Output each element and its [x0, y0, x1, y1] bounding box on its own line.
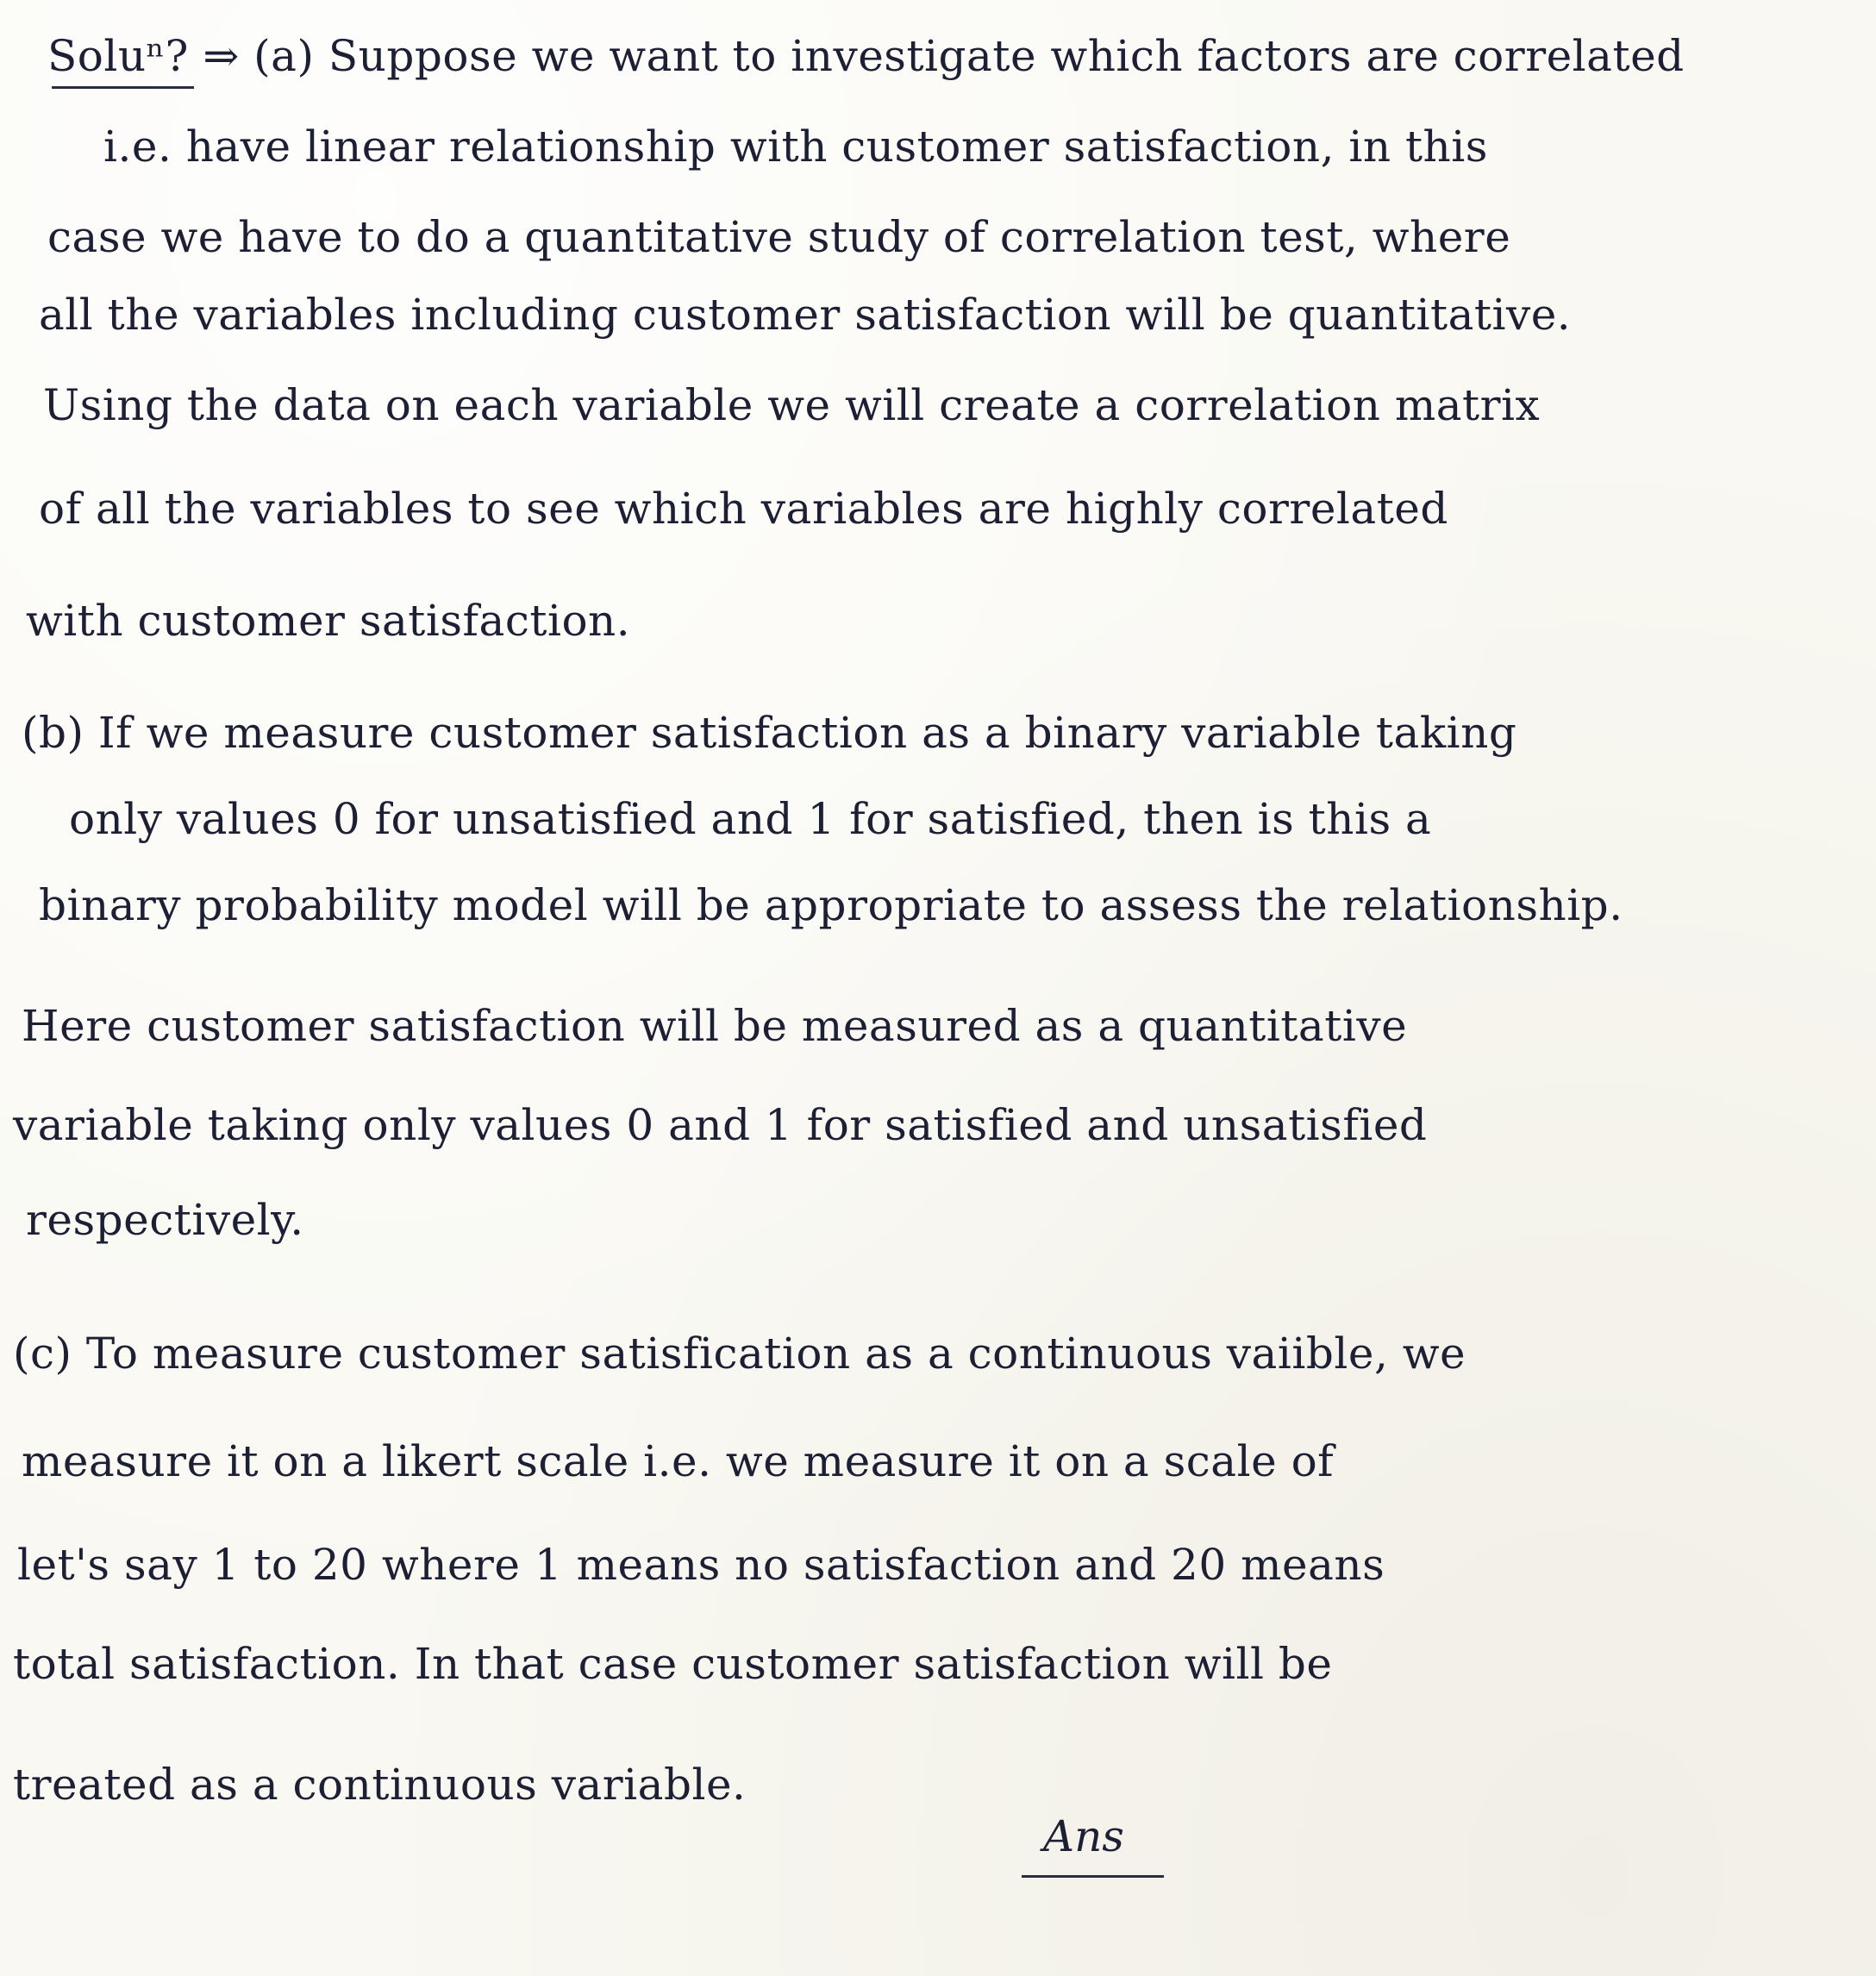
signature-underline	[1022, 1875, 1164, 1878]
text-line-5: Using the data on each variable we will create a correlation matrix	[43, 380, 1541, 430]
text-line-18: treated as a continuous variable.	[13, 1760, 747, 1810]
text-line-16: let's say 1 to 20 where 1 means no satisfaction and 20 means	[17, 1540, 1385, 1590]
text-line-12: variable taking only values 0 and 1 for satisfied and unsatisfied	[13, 1100, 1428, 1150]
text-line-2: i.e. have linear relationship with customer satisfaction, in this	[103, 122, 1488, 172]
text-line-1: Soluⁿ? ⇒ (a) Suppose we want to investigate which factors are correlated	[47, 31, 1685, 81]
text-line-3: case we have to do a quantitative study of correlation test, where	[47, 212, 1511, 262]
text-line-8: (b) If we measure customer satisfaction as a binary variable taking	[22, 708, 1517, 758]
text-line-13: respectively.	[26, 1195, 304, 1245]
heading-underline	[52, 86, 194, 89]
text-line-10: binary probability model will be appropriate to assess the relationship.	[39, 880, 1623, 930]
text-line-11: Here customer satisfaction will be measured as a quantitative	[22, 1001, 1408, 1051]
text-line-17: total satisfaction. In that case customer satisfaction will be	[13, 1639, 1333, 1689]
text-line-7: with customer satisfaction.	[26, 596, 631, 646]
answer-signature: Ans	[1043, 1811, 1124, 1861]
text-line-4: all the variables including customer satisfaction will be quantitative.	[39, 290, 1572, 340]
text-line-14: (c) To measure customer satisfication as a continuous vaiible, we	[13, 1329, 1466, 1379]
text-line-6: of all the variables to see which variables are highly correlated	[39, 484, 1448, 534]
text-line-9: only values 0 for unsatisfied and 1 for satisfied, then is this a	[69, 794, 1432, 844]
text-line-15: measure it on a likert scale i.e. we measure it on a scale of	[22, 1436, 1335, 1486]
